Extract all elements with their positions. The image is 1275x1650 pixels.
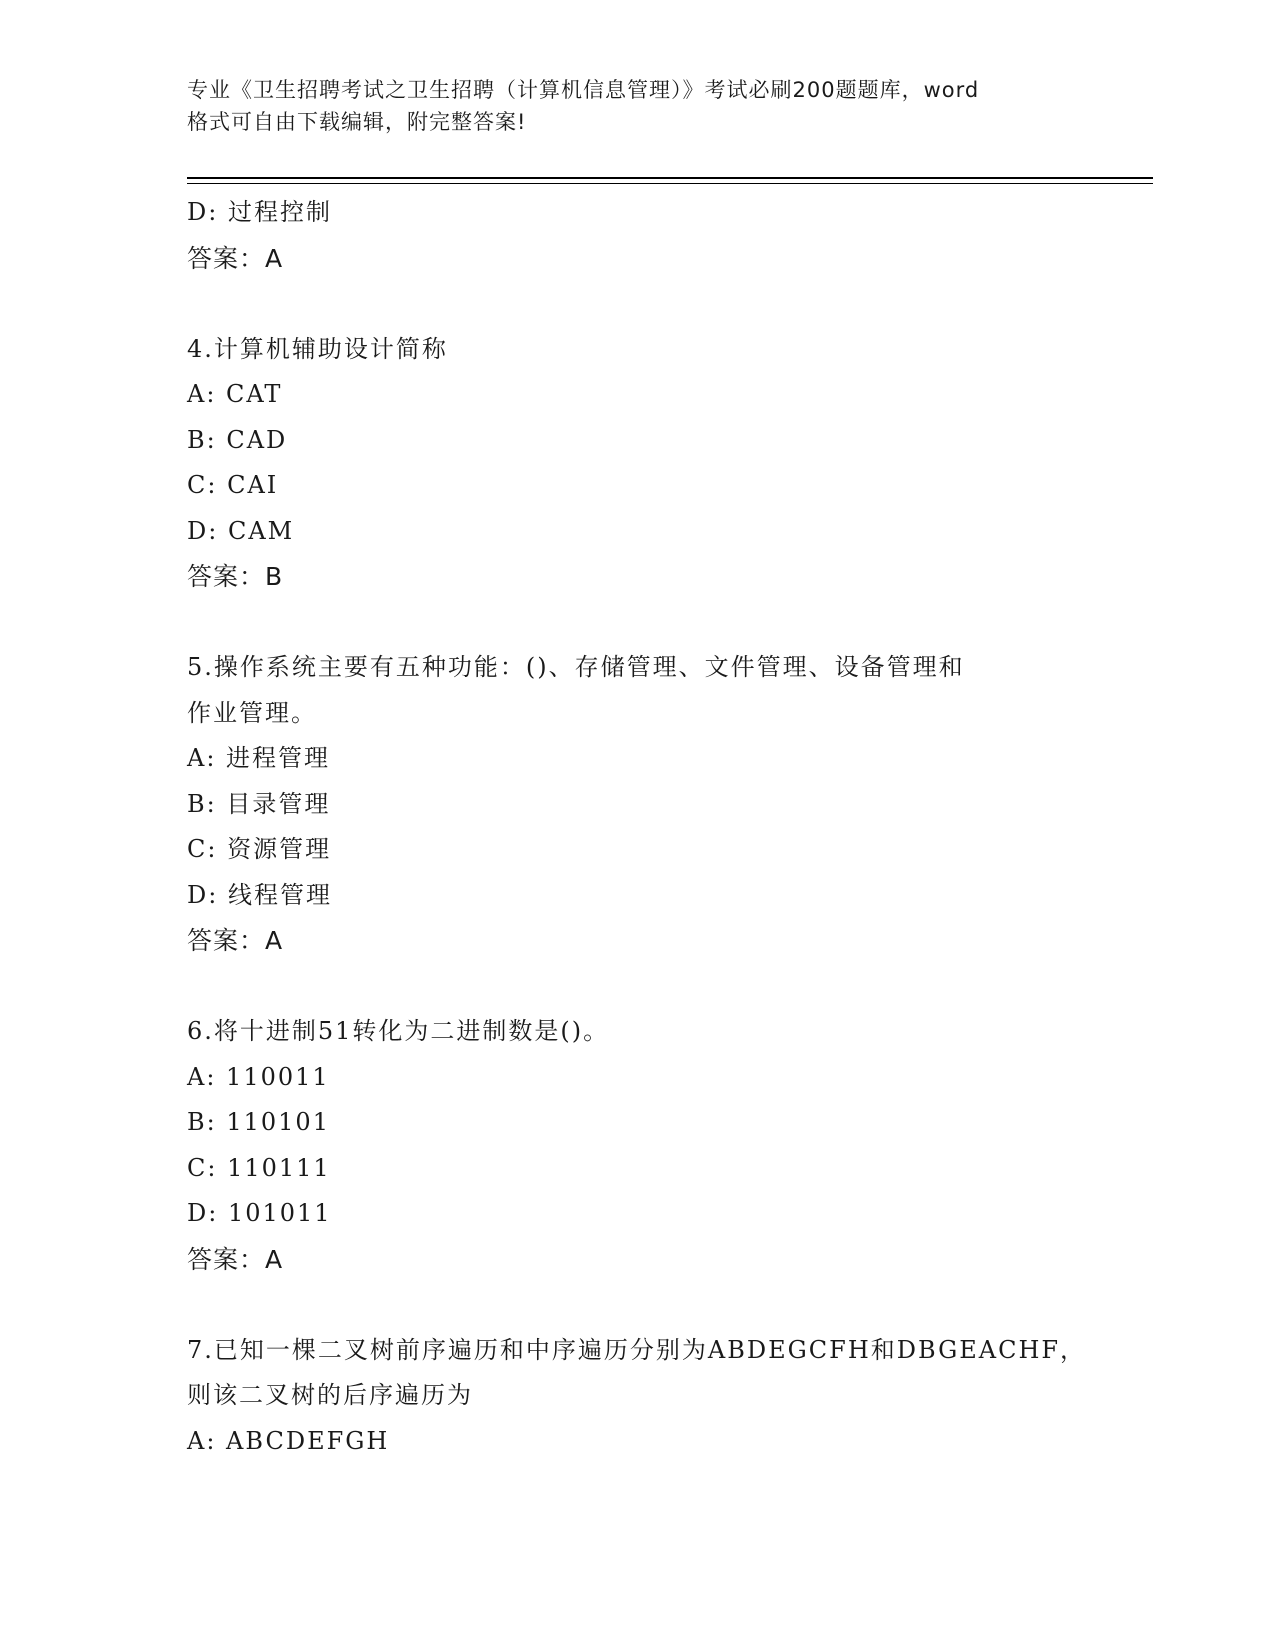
question-stem: 6.将十进制51转化为二进制数是()。	[187, 1017, 610, 1045]
spacer	[187, 281, 1087, 327]
question-6	[187, 1009, 1087, 1282]
option-b: B: CAD	[187, 425, 288, 454]
answer-line: 答案：A	[187, 243, 284, 273]
question-stem-continued: 作业管理。	[187, 698, 317, 727]
option-a: A: 110011	[187, 1062, 330, 1091]
option-c: C: 资源管理	[187, 835, 332, 863]
option-a: A: CAT	[187, 380, 283, 408]
question-4	[187, 327, 1087, 600]
option-d: D: 101011	[187, 1199, 332, 1227]
header-line-2: 格式可自由下载编辑，附完整答案!	[187, 110, 527, 134]
question-stem: 5.操作系统主要有五种功能：()、存储管理、文件管理、设备管理和	[187, 653, 965, 681]
option-b: B: 目录管理	[187, 789, 331, 818]
question-stem: 7.已知一棵二叉树前序遍历和中序遍历分别为ABDEGCFH和DBGEACHF，	[187, 1335, 1087, 1364]
spacer	[187, 1282, 1087, 1328]
question-stem-continued: 则该二叉树的后序遍历为	[187, 1381, 473, 1409]
option-a: A: ABCDEFGH	[187, 1426, 390, 1455]
option-a: A: 进程管理	[187, 744, 331, 772]
header-line-1: 专业《卫生招聘考试之卫生招聘（计算机信息管理）》考试必刷200题题库，word	[187, 78, 980, 102]
answer-line: 答案：B	[187, 562, 284, 591]
question-3-tail	[187, 190, 1087, 281]
spacer	[187, 600, 1087, 646]
question-7	[187, 1328, 1087, 1465]
option-d: D: 线程管理	[187, 880, 332, 909]
header-divider-bottom	[187, 183, 1153, 184]
option-d: D: 过程控制	[187, 198, 332, 226]
option-b: B: 110101	[187, 1108, 330, 1136]
question-5	[187, 645, 1087, 964]
option-c: C: CAI	[187, 471, 279, 499]
document-header	[187, 74, 1087, 138]
option-c: C: 110111	[187, 1153, 331, 1182]
question-list	[187, 190, 1087, 1464]
option-d: D: CAM	[187, 516, 295, 545]
question-stem: 4.计算机辅助设计简称	[187, 334, 448, 363]
spacer	[187, 964, 1087, 1010]
header-divider-top	[187, 177, 1153, 179]
answer-line: 答案：A	[187, 1244, 284, 1274]
answer-line: 答案：A	[187, 926, 284, 955]
